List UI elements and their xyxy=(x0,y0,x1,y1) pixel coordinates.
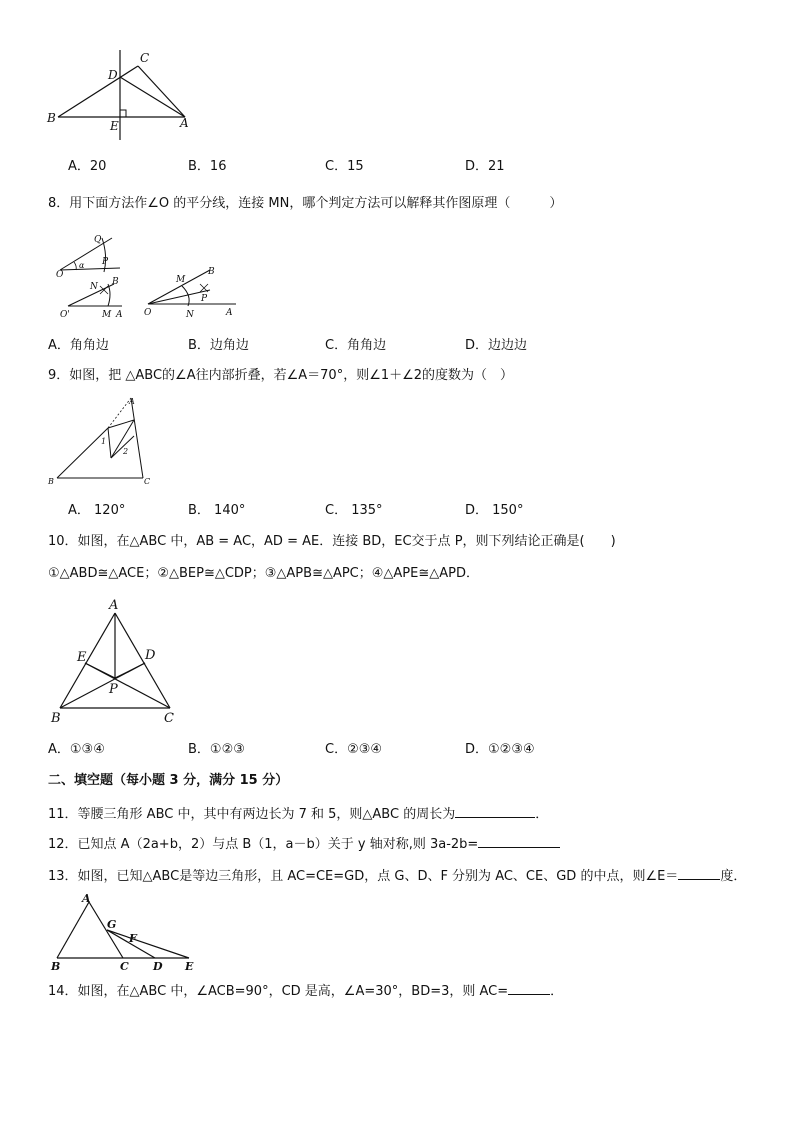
q7-label-c: C xyxy=(140,51,150,65)
q8-option-c[interactable]: C．角角边 xyxy=(325,338,387,353)
q7-option-d[interactable]: D．21 xyxy=(465,159,505,174)
q8-label-p: P xyxy=(102,257,109,267)
q8-label-o: O xyxy=(56,270,64,280)
section2-title: 二、填空题（每小题 3 分，满分 15 分） xyxy=(48,773,289,788)
q8-figure xyxy=(50,228,240,320)
q13-label-c: C xyxy=(120,960,129,973)
q11-line xyxy=(48,805,548,824)
q7-label-e: E xyxy=(110,119,119,133)
q12-line xyxy=(48,835,560,854)
q8-label-alpha: α xyxy=(79,261,85,270)
q10-label-c: C xyxy=(164,711,174,726)
q9-option-d[interactable]: D． 150° xyxy=(465,503,524,518)
q13-text: 13．如图，已知△ABC是等边三角形，且 AC=CE=GD，点 G、D、F 分别为 AC、CE、GD 的中点，则∠E＝ xyxy=(48,869,679,884)
q9-text: 9．如图，把 △ABC的∠A往内部折叠，若∠A＝70°，则∠1＋∠2的度数为（ ） xyxy=(48,368,514,383)
q9-label-b: B xyxy=(48,477,54,486)
q10-text: 10．如图，在△ABC 中，AB = AC，AD = AE．连接 BD，EC交于点 P，则下列结论正确是( ) xyxy=(48,534,616,549)
q14-end: ． xyxy=(550,984,564,999)
q8-option-b[interactable]: B．边角边 xyxy=(188,338,249,353)
q10-option-d[interactable]: D．①②③④ xyxy=(465,742,535,757)
q7-option-b[interactable]: B．16 xyxy=(188,159,227,174)
q7-label-b: B xyxy=(47,111,56,125)
q11-text: 11．等腰三角形 ABC 中，其中有两边长为 7 和 5，则△ABC 的周长为 xyxy=(48,807,456,822)
q9-option-b[interactable]: B． 140° xyxy=(188,503,246,518)
q10-option-b[interactable]: B．①②③ xyxy=(188,742,245,757)
q10-label-e: E xyxy=(77,650,87,665)
q7-label-a: A xyxy=(180,116,189,130)
q9-option-c[interactable]: C． 135° xyxy=(325,503,383,518)
q8-label-m: M xyxy=(102,310,112,320)
q13-label-g: G xyxy=(107,918,117,931)
q8-label-m2: M xyxy=(176,275,186,285)
q10-conclusions: ①△ABD≅△ACE；②△BEP≅△CDP；③△APB≅△APC；④△APE≅△APD． xyxy=(48,566,479,581)
q13-label-a: A xyxy=(82,892,91,905)
q8-label-a2: A xyxy=(226,308,233,318)
q13-label-e: E xyxy=(185,960,194,973)
q8-option-d[interactable]: D．边边边 xyxy=(465,338,528,353)
q8-label-q: Q xyxy=(94,235,102,245)
q7-figure xyxy=(40,48,200,140)
q8-label-a: A xyxy=(116,310,123,320)
q9-label-1: 1 xyxy=(101,437,107,446)
q14-text: 14．如图，在△ABC 中，∠ACB=90°，CD 是高，∠A=30°，BD=3，则 AC= xyxy=(48,984,509,999)
q10-option-c[interactable]: C．②③④ xyxy=(325,742,383,757)
q13-end: 度． xyxy=(720,869,747,884)
q10-label-p: P xyxy=(109,682,118,697)
q9-label-c: C xyxy=(144,477,151,486)
q8-text: 8．用下面方法作∠O 的平分线，连接 MN，哪个判定方法可以解释其作图原理（ ） xyxy=(48,196,563,211)
q9-label-a: A xyxy=(129,397,135,406)
q13-answer-blank[interactable] xyxy=(678,867,720,880)
q9-figure xyxy=(45,396,165,488)
q9-label-2: 2 xyxy=(123,447,129,456)
q10-figure xyxy=(45,595,195,727)
q7-label-d: D xyxy=(108,68,118,82)
q9-option-a[interactable]: A． 120° xyxy=(68,503,126,518)
q8-label-p2: P xyxy=(201,294,208,304)
q10-label-d: D xyxy=(145,648,156,663)
q8-label-b: B xyxy=(112,277,119,287)
q14-answer-blank[interactable] xyxy=(508,982,550,995)
q14-line xyxy=(48,982,563,1001)
q8-label-n2: N xyxy=(186,310,194,320)
q8-label-o-prime: O' xyxy=(60,310,70,320)
q8-label-b2: B xyxy=(208,267,215,277)
q13-figure xyxy=(45,892,205,974)
q10-label-a: A xyxy=(109,598,119,613)
q8-label-n: N xyxy=(90,282,98,292)
q10-option-a[interactable]: A．①③④ xyxy=(48,742,105,757)
q13-label-b: B xyxy=(51,960,61,973)
q7-option-c[interactable]: C．15 xyxy=(325,159,364,174)
q8-option-a[interactable]: A．角角边 xyxy=(48,338,109,353)
q13-label-f: F xyxy=(129,932,137,945)
q12-answer-blank[interactable] xyxy=(478,835,560,848)
q11-answer-blank[interactable] xyxy=(455,805,535,818)
q13-line xyxy=(48,867,746,886)
q8-label-o3: O xyxy=(144,308,152,318)
q12-text: 12．已知点 A（2a+b，2）与点 B（1，a－b）关于 y 轴对称,则 3a-2b= xyxy=(48,837,479,852)
q13-label-d: D xyxy=(153,960,163,973)
q10-label-b: B xyxy=(51,711,61,726)
q7-option-a[interactable]: A．20 xyxy=(68,159,107,174)
q11-end: ． xyxy=(535,807,549,822)
